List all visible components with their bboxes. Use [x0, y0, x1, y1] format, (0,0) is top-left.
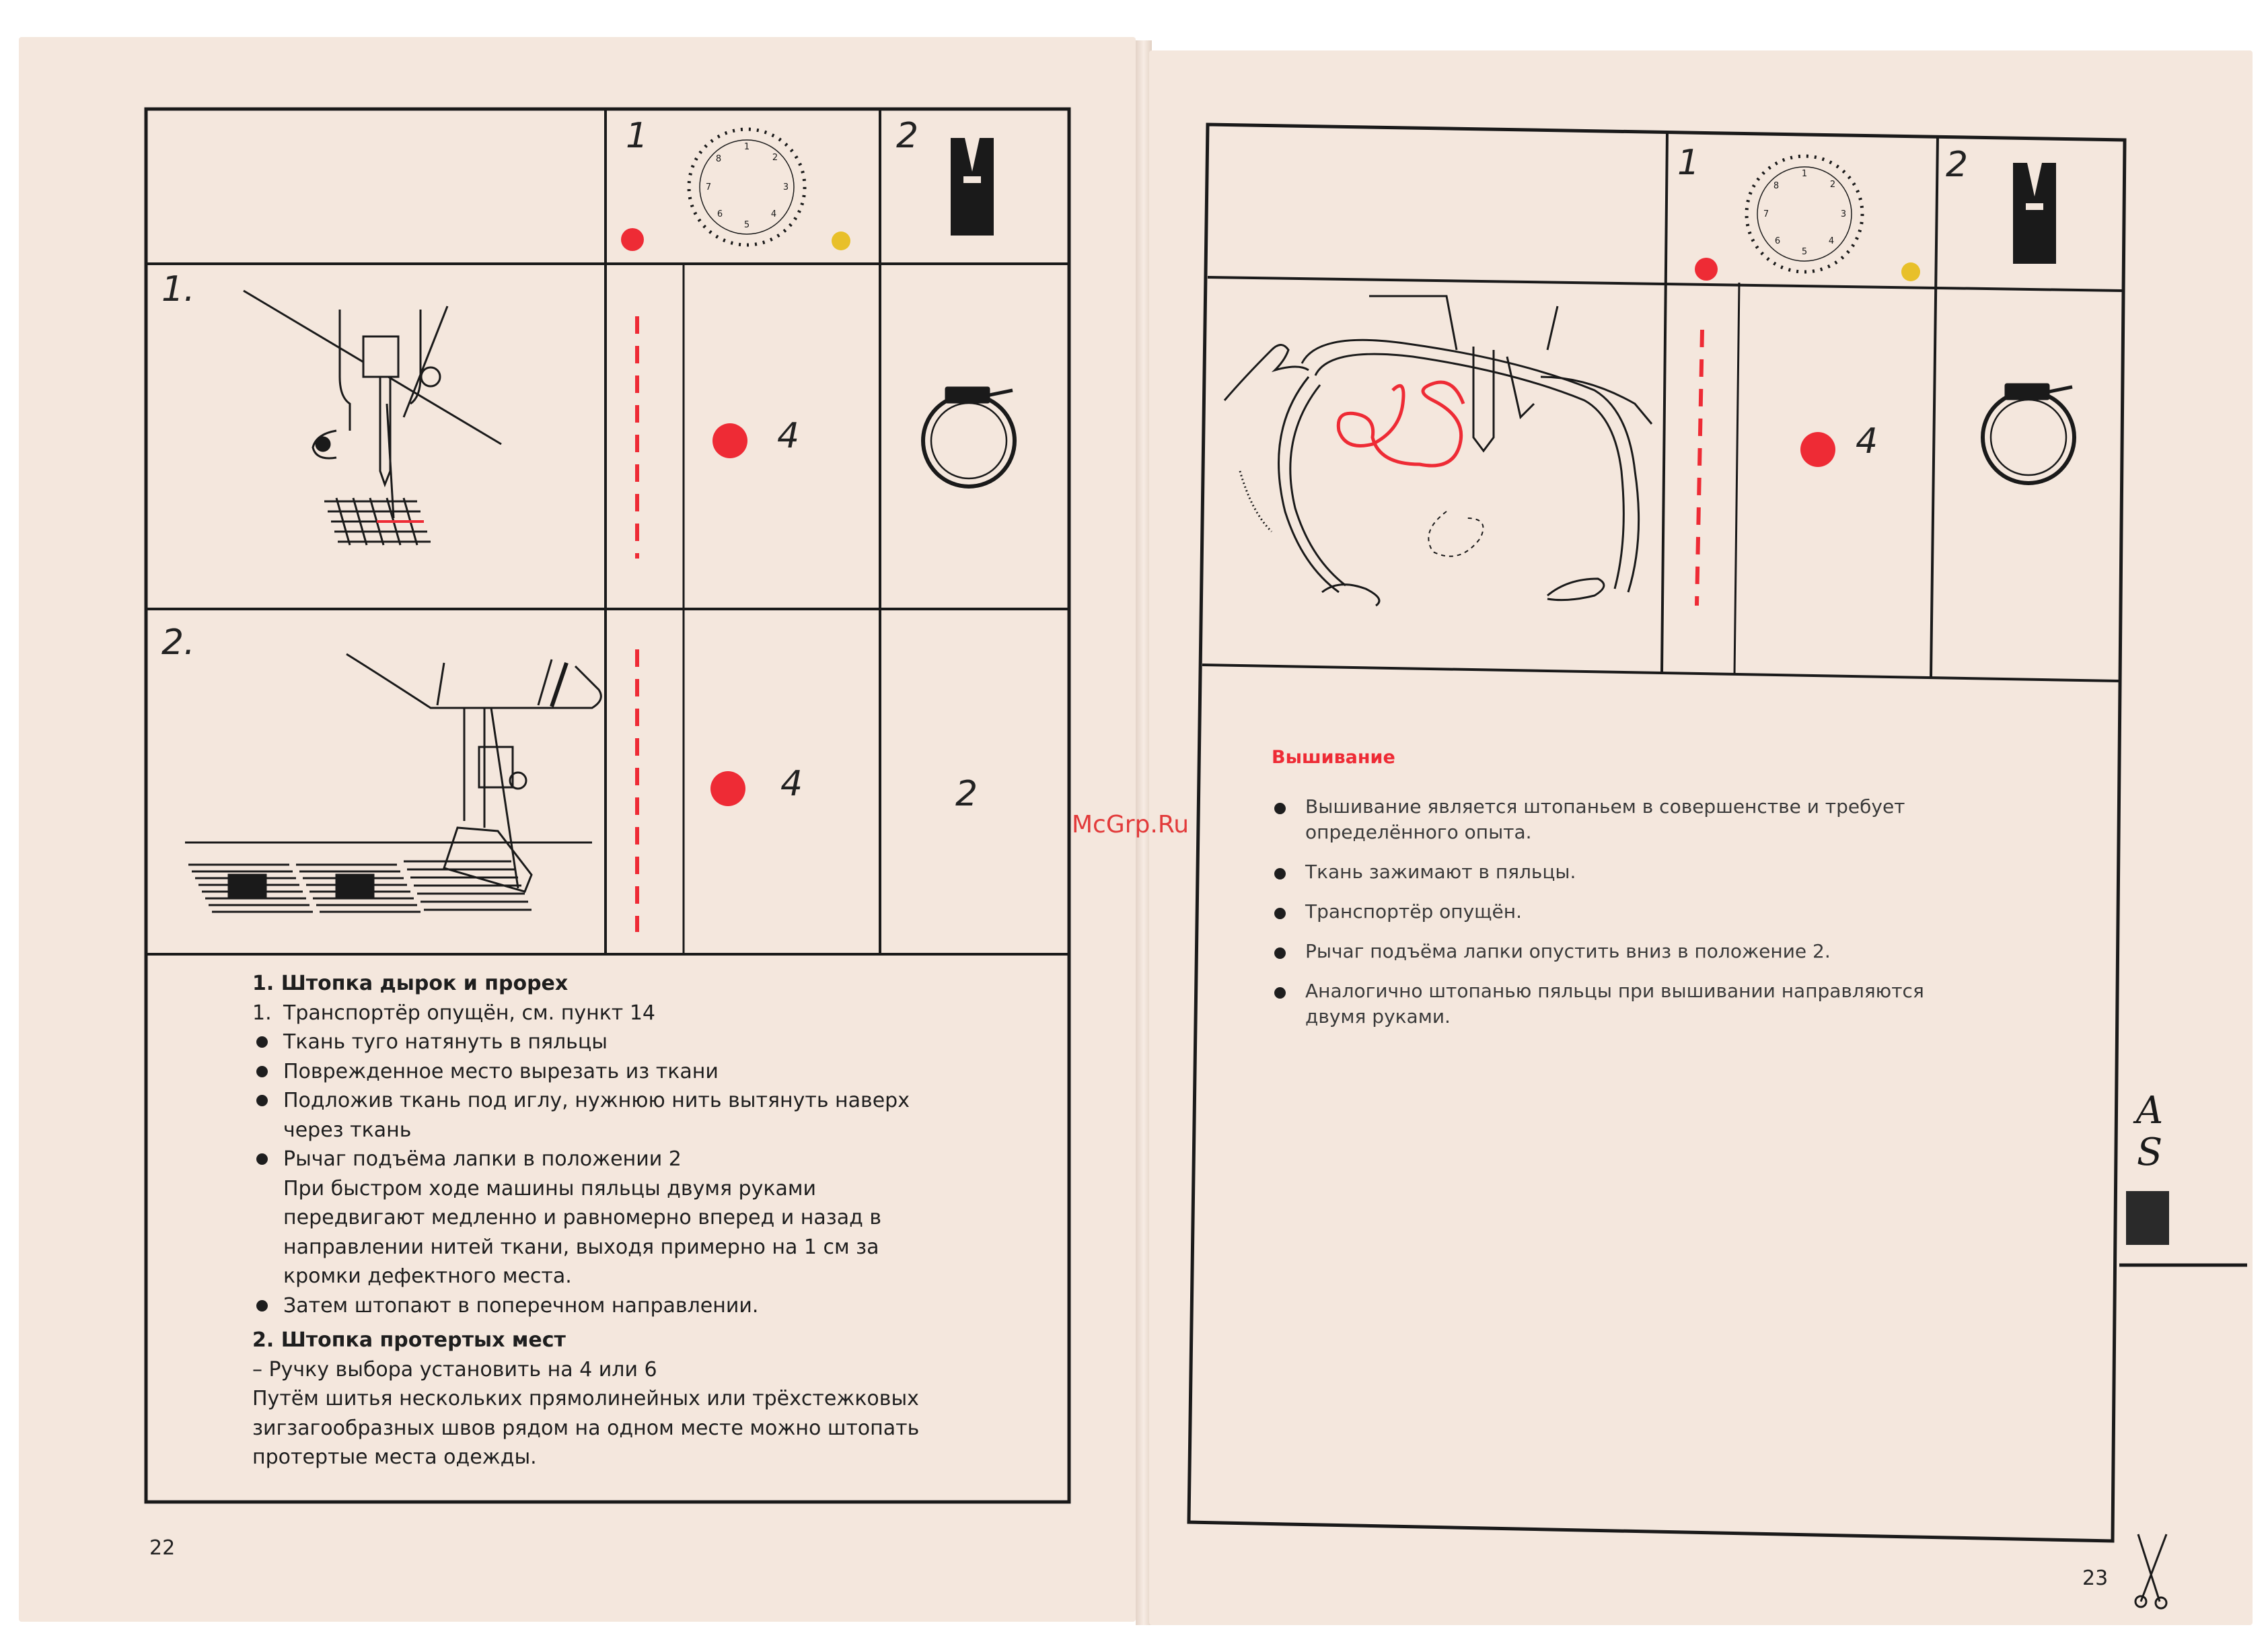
left-darning-foot-icon — [951, 138, 994, 236]
right-yellow-indicator-dot — [1901, 262, 1920, 281]
right-row-straight-stitch-line — [1697, 330, 1702, 606]
side-fabric-swatch — [2126, 1191, 2169, 1245]
left-instructions — [252, 969, 945, 1472]
darning-machine-illustration — [244, 291, 501, 518]
embroidery-item-5: Аналогично штопанью пяльцы при вышивании направляются двумя руками. — [1305, 980, 1924, 1028]
right-red-indicator-dot — [1695, 258, 1718, 281]
left-header-dial-number: 1 — [626, 116, 649, 156]
embroidery-item-2: Ткань зажимают в пяльцы. — [1305, 861, 1576, 883]
svg-text:2: 2 — [1829, 180, 1836, 190]
section1-item-7: Затем штопают в поперечном направлении. — [283, 1293, 759, 1318]
watermark: McGrp.Ru — [1072, 811, 1190, 838]
left-dial-icon — [689, 129, 805, 245]
right-darning-foot-icon — [2013, 163, 2056, 264]
section1-item-1: 1. Транспортёр опущён, см. пункт 14 — [252, 1001, 655, 1025]
side-monogram: A S — [2135, 1089, 2164, 1174]
svg-text:8: 8 — [1773, 181, 1780, 191]
left-row1-label: 1. — [161, 269, 195, 310]
section1-title: 1. Штопка дырок и прорех — [252, 972, 569, 995]
right-row-stitch-length: 4 — [1856, 421, 1878, 462]
left-row2-label: 2. — [161, 622, 195, 663]
section2-dash-item: – Ручку выбора установить на 4 или 6 — [252, 1357, 657, 1382]
svg-text:3: 3 — [1840, 209, 1847, 219]
left-row2-stitch-length: 4 — [780, 764, 803, 804]
svg-text:4: 4 — [1828, 236, 1835, 246]
darning-grid-fabric — [324, 498, 431, 545]
right-header-dial-number: 1 — [1677, 143, 1700, 183]
svg-text:5: 5 — [1801, 247, 1808, 257]
section2-body: Путём шитья нескольких прямолинейных или трёхстежковых зигзагообразных швов рядом на одном месте можно штопать протертые места одежды. — [252, 1387, 920, 1469]
embroidery-instructions — [1270, 794, 1970, 1044]
section1-item-4: Подложив ткань под иглу, нужнюю нить вытянуть наверх через ткань — [283, 1089, 910, 1142]
section1-item-5: Рычаг подъёма лапки в положении 2 — [283, 1147, 682, 1171]
section2-title: 2. Штопка протертых мест — [252, 1328, 566, 1352]
embroidery-item-1: Вышивание является штопаньем в совершенстве и требует определённого опыта. — [1305, 795, 1905, 843]
svg-text:5: 5 — [743, 220, 750, 230]
svg-text:6: 6 — [1774, 236, 1781, 246]
worn-fabric-patches — [188, 861, 532, 912]
hoop-embroidery-illustration — [1224, 296, 1652, 606]
svg-text:6: 6 — [717, 209, 723, 219]
right-row-red-dot — [1800, 432, 1835, 467]
svg-text:1: 1 — [1801, 169, 1808, 179]
left-row1-stitch-length: 4 — [777, 416, 800, 456]
section1-item-6: При быстром ходе машины пяльцы двумя руками передвигают медленно и равномерно вперед и назад в направлении нитей ткани, выходя примерно на 1 см за кромки дефектного места. — [283, 1176, 882, 1288]
svg-text:3: 3 — [782, 182, 789, 192]
right-row-embroidery-hoop-icon — [1983, 384, 2074, 483]
right-dial-icon — [1747, 156, 1862, 272]
svg-text:1: 1 — [743, 142, 750, 152]
scissors-icon — [2135, 1534, 2166, 1608]
section1-item-2: Ткань туго натянуть в пяльцы — [283, 1030, 608, 1054]
worn-darning-illustration — [185, 654, 601, 892]
left-header-foot-number: 2 — [896, 116, 919, 156]
right-header-foot-number: 2 — [1946, 145, 1969, 185]
svg-text:2: 2 — [772, 153, 778, 163]
svg-text:7: 7 — [705, 182, 712, 192]
left-yellow-indicator-dot — [832, 231, 850, 250]
right-page-number: 23 — [2082, 1567, 2109, 1590]
svg-text:7: 7 — [1763, 209, 1769, 219]
embroidery-item-4: Рычаг подъёма лапки опустить вниз в положение 2. — [1305, 940, 1831, 962]
section1-item-3: Поврежденное место вырезать из ткани — [283, 1059, 719, 1083]
embroidery-item-3: Транспортёр опущён. — [1305, 900, 1522, 923]
left-row2-foot-position: 2 — [955, 774, 978, 814]
left-row1-embroidery-hoop-icon — [923, 387, 1015, 487]
svg-text:4: 4 — [770, 209, 777, 219]
embroidery-title: Вышивание — [1272, 747, 1395, 768]
left-row2-red-dot — [710, 771, 745, 806]
left-row1-red-dot — [712, 423, 747, 458]
red-embroidery-thread — [1338, 382, 1463, 466]
svg-text:8: 8 — [715, 154, 722, 164]
left-red-indicator-dot — [621, 228, 644, 251]
left-page-number: 22 — [149, 1536, 176, 1560]
